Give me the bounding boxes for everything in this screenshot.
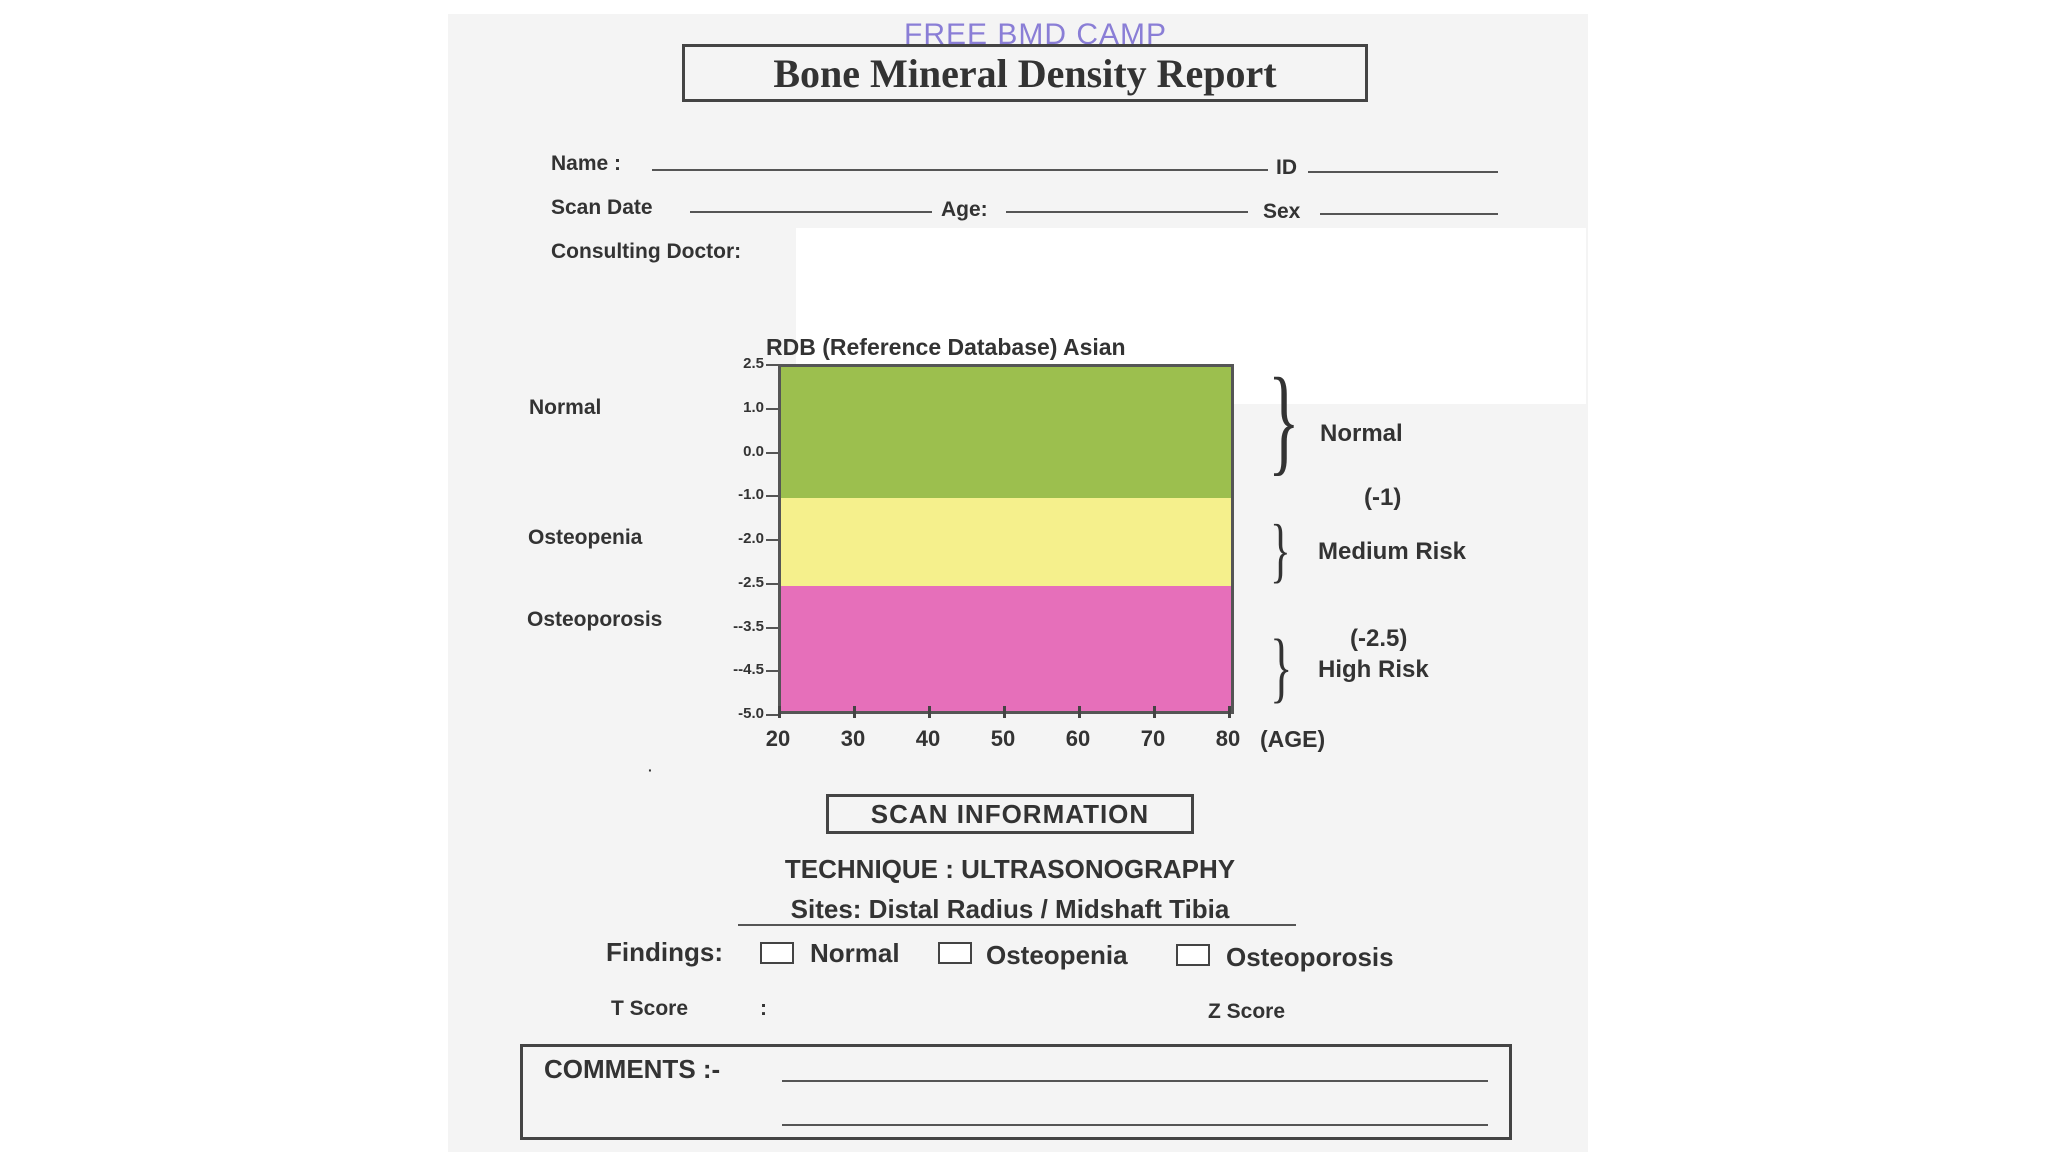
y-tick-label: -1.0 [738,486,764,504]
age-label: Age: [941,198,988,221]
x-tick-label: 80 [1215,726,1241,751]
x-tick-label: 60 [1065,726,1091,751]
band-osteopenia [781,498,1231,586]
x-tick-mark [1228,706,1231,718]
doctor-label: Consulting Doctor: [551,240,742,263]
sites-line: Sites: Distal Radius / Midshaft Tibia [790,894,1230,924]
y-tick-mark [766,627,780,629]
technique-line: TECHNIQUE : ULTRASONOGRAPHY [784,854,1236,884]
checkbox-osteopenia[interactable] [938,942,972,964]
id-label: ID [1276,156,1297,179]
name-label: Name : [551,152,622,175]
scan-info-heading: SCAN INFORMATION [870,798,1150,829]
z-score-label: Z Score [1208,1000,1286,1023]
x-tick-mark [778,706,781,718]
x-tick-mark [1003,706,1006,718]
x-tick-mark [1078,706,1081,718]
x-tick-label: 40 [915,726,941,751]
t-score-colon: : [760,997,767,1020]
x-axis-label: (AGE) [1260,726,1326,752]
findings-label: Findings: [606,937,723,967]
scan-date-field[interactable] [690,211,932,213]
x-tick-mark [853,706,856,718]
band-normal [781,367,1231,498]
y-tick-label: 2.5 [743,355,764,372]
checkbox-normal[interactable] [760,942,794,964]
left-label-osteoporosis: Osteoporosis [527,608,663,631]
age-field[interactable] [1006,211,1248,213]
brace-high-icon: } [1270,623,1293,710]
y-tick-label: -5.0 [738,705,764,722]
left-label-osteopenia: Osteopenia [528,526,643,549]
brace-medium-icon: } [1270,510,1291,590]
report-title: Bone Mineral Density Report [773,50,1277,96]
x-tick-label: 30 [840,726,866,751]
y-tick-label: --3.5 [733,617,764,635]
x-tick-label: 20 [765,726,791,751]
x-tick-mark [1153,706,1156,718]
chart-plot-area [778,364,1234,714]
x-tick-mark [928,706,931,718]
x-tick-label: 50 [990,726,1016,751]
option-osteoporosis: Osteoporosis [1226,942,1394,972]
title-box [682,44,1368,102]
option-normal: Normal [810,938,900,968]
threshold-minus-2-5: (-2.5) [1350,625,1408,652]
y-tick-mark [766,408,780,410]
name-field[interactable] [652,169,1268,171]
y-tick-mark [766,364,780,366]
y-tick-label: 1.0 [743,398,764,416]
threshold-minus-1: (-1) [1364,484,1402,511]
y-tick-label: -2.0 [738,530,764,547]
x-tick-label: 70 [1140,726,1166,751]
comments-line-2[interactable] [782,1124,1488,1126]
id-field[interactable] [1308,171,1498,173]
sex-label: Sex [1263,200,1301,223]
chart-title: RDB (Reference Database) Asian [766,334,1126,360]
y-tick-mark [766,583,780,585]
camp-stamp: FREE BMD CAMP [904,18,1168,51]
comments-label: COMMENTS :- [544,1054,721,1084]
y-tick-mark [766,495,780,497]
y-tick-mark [766,539,780,541]
comments-line-1[interactable] [782,1080,1488,1082]
risk-medium: Medium Risk [1318,538,1467,565]
checkbox-osteoporosis[interactable] [1176,944,1210,966]
brace-normal-icon: } [1268,353,1300,486]
y-tick-mark [766,452,780,454]
scan-info-box [826,794,1194,834]
scan-date-label: Scan Date [551,196,653,219]
risk-high: High Risk [1318,656,1429,683]
risk-normal: Normal [1320,420,1403,447]
t-score-label: T Score [611,997,689,1020]
sites-underline [738,924,1296,926]
y-tick-label: -2.5 [738,573,764,591]
y-tick-label: 0.0 [743,442,764,460]
band-osteoporosis [781,586,1231,714]
option-osteopenia: Osteopenia [986,940,1128,970]
left-label-normal: Normal [529,396,602,419]
y-tick-label: --4.5 [733,661,764,679]
y-tick-mark [766,670,780,672]
ink-mark: · [648,762,653,778]
sex-field[interactable] [1320,213,1498,215]
